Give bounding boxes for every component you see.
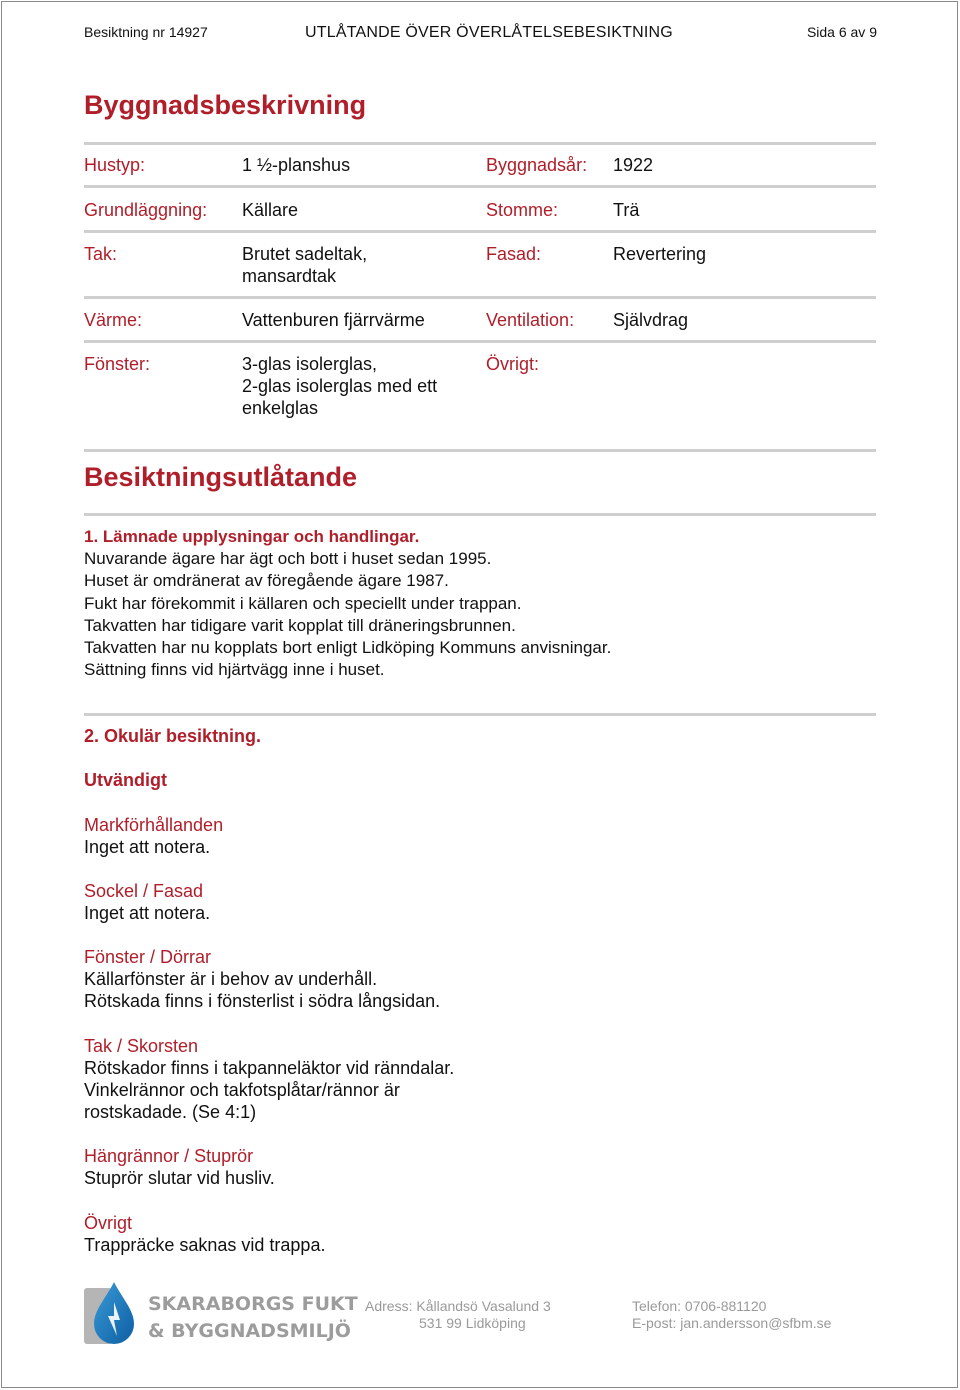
value-fonster-line2: 2-glas isolerglas med ett: [242, 376, 438, 396]
value-tak: Brutet sadeltak,: [242, 244, 368, 264]
value-fonster: 3-glas isolerglas,: [242, 354, 378, 374]
item-title: Sockel / Fasad: [84, 881, 204, 901]
item-markforhallanden: [84, 814, 223, 858]
label-byggnadsar: Byggnadsår:: [486, 155, 588, 175]
item-line: Rötskada finns i fönsterlist i södra långsidan.: [84, 991, 441, 1011]
item-tak-skorsten: [84, 1035, 454, 1123]
company-logo: [84, 1280, 358, 1350]
footer-email[interactable]: E-post: jan.andersson@sfbm.se: [632, 1314, 832, 1331]
item-line: Inget att notera.: [84, 837, 211, 857]
item-ovrigt: [84, 1212, 325, 1256]
value-tak-line2: mansardtak: [242, 266, 337, 286]
divider: [84, 713, 876, 716]
section-1-title: 1. Lämnade upplysningar och handlingar.: [84, 527, 420, 546]
divider: [84, 230, 876, 233]
item-line: Rötskador finns i takpanneläktor vid ränndalar.: [84, 1058, 455, 1078]
divider: [84, 340, 876, 343]
logo-text-line2: & BYGGNADSMILJÖ: [148, 1320, 351, 1342]
divider: [84, 513, 876, 516]
footer-address-line2: 531 99 Lidköping: [419, 1314, 526, 1331]
footer-address: [365, 1298, 551, 1331]
item-line: Trappräcke saknas vid trappa.: [84, 1235, 326, 1255]
value-hustyp: 1 ½-planshus: [242, 155, 351, 175]
value-ventilation: Självdrag: [613, 310, 689, 330]
building-heading: Byggnadsbeskrivning: [84, 90, 367, 120]
footer-address-line1: Adress: Kållandsö Vasalund 3: [365, 1298, 551, 1314]
section-1-line: Sättning finns vid hjärtvägg inne i huset.: [84, 660, 385, 680]
divider: [84, 185, 876, 188]
label-hustyp: Hustyp:: [84, 155, 146, 175]
value-fasad: Revertering: [613, 244, 707, 264]
label-varme: Värme:: [84, 310, 143, 330]
label-tak: Tak:: [84, 244, 118, 264]
item-line: rostskadade. (Se 4:1): [84, 1102, 257, 1122]
label-fonster: Fönster:: [84, 354, 151, 374]
item-hangrannor-stupror: [84, 1145, 275, 1189]
section-1: [84, 526, 611, 681]
value-byggnadsar: 1922: [613, 155, 654, 175]
section-1-line: Takvatten har nu kopplats bort enligt Lidköping Kommuns anvisningar.: [84, 638, 612, 658]
page-number: Sida 6 av 9: [806, 24, 877, 40]
label-fasad: Fasad:: [486, 244, 542, 264]
section-2-subtitle: Utvändigt: [84, 770, 167, 790]
item-fonster-dorrar: [84, 946, 440, 1012]
value-grundlaggning: Källare: [242, 200, 299, 220]
section-1-line: Takvatten har tidigare varit kopplat till dräneringsbrunnen.: [84, 615, 516, 635]
label-ventilation: Ventilation:: [486, 310, 575, 330]
logo-text-line1: SKARABORGS FUKT: [148, 1293, 358, 1315]
footer-phone: Telefon: 0706-881120: [632, 1298, 767, 1314]
divider: [84, 449, 876, 452]
value-fonster-line3: enkelglas: [242, 398, 319, 418]
divider: [84, 142, 876, 145]
section-2-title: 2. Okulär besiktning.: [84, 726, 262, 746]
item-title: Markförhållanden: [84, 815, 224, 835]
section-1-line: Fukt har förekommit i källaren och speciellt under trappan.: [84, 593, 522, 613]
divider: [84, 296, 876, 299]
item-title: Fönster / Dörrar: [84, 947, 212, 967]
item-sockel-fasad: [84, 880, 210, 924]
item-title: Tak / Skorsten: [84, 1036, 199, 1056]
item-title: Hängrännor / Stuprör: [84, 1146, 254, 1166]
item-line: Stuprör slutar vid husliv.: [84, 1168, 275, 1188]
value-stomme: Trä: [613, 200, 640, 220]
footer-contact: [632, 1298, 831, 1331]
label-stomme: Stomme:: [486, 200, 559, 220]
value-varme: Vattenburen fjärrvärme: [242, 310, 425, 330]
report-title: UTLÅTANDE ÖVER ÖVERLÅTELSEBESIKTNING: [305, 24, 673, 41]
item-line: Inget att notera.: [84, 903, 211, 923]
label-ovrigt: Övrigt:: [486, 354, 540, 374]
statement-heading: Besiktningsutlåtande: [84, 462, 358, 492]
section-1-line: Nuvarande ägare har ägt och bott i huset sedan 1995.: [84, 549, 492, 569]
section-1-line: Huset är omdränerat av föregående ägare 1987.: [84, 571, 449, 591]
report-number: Besiktning nr 14927: [84, 24, 208, 40]
item-title: Övrigt: [84, 1213, 133, 1233]
item-line: Källarfönster är i behov av underhåll.: [84, 969, 378, 989]
item-line: Vinkelrännor och takfotsplåtar/rännor är: [84, 1080, 400, 1100]
label-grundlaggning: Grundläggning:: [84, 200, 208, 220]
